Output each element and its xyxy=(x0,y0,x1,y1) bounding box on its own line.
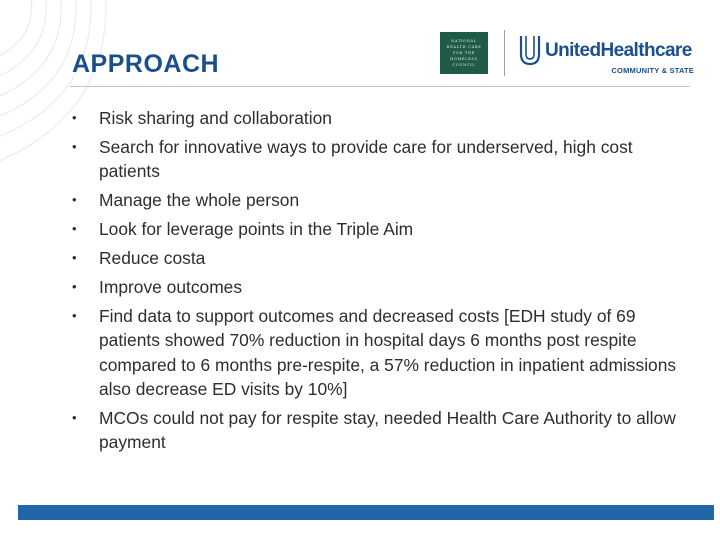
bullet-text: Look for leverage points in the Triple Aim xyxy=(99,219,414,240)
bullet-dot: • xyxy=(72,250,77,266)
ncf-logo xyxy=(440,32,488,74)
bullet-dot: • xyxy=(72,307,77,323)
bullet-item xyxy=(72,406,682,455)
ncf-logo-line: COUNCIL xyxy=(452,63,476,67)
bullet-dot: • xyxy=(72,409,77,425)
bullet-item xyxy=(72,135,682,184)
u-logo-icon xyxy=(518,34,542,68)
bullet-text: Find data to support outcomes and decreased costs [EDH study of 69 patients showed 70% reduction in hospital days 6 months post respite compared to 6 months pre-respite, a 57% reduction in inpatient admissions also decrease ED visits by 10%] xyxy=(99,305,677,400)
uhc-logo-text: UnitedHealthcare xyxy=(545,40,692,61)
bullet-text: Reduce costa xyxy=(99,248,206,269)
title-divider xyxy=(70,86,690,87)
logo-separator xyxy=(504,30,505,76)
bullet-dot: • xyxy=(72,138,77,154)
ncf-logo-line: HEALTH CARE xyxy=(446,45,482,49)
bullet-dot: • xyxy=(72,192,77,208)
bullet-item xyxy=(72,304,682,402)
bullet-item xyxy=(72,217,682,241)
bullet-dot: • xyxy=(72,110,77,125)
bullet-item xyxy=(72,106,682,130)
bullet-text: Manage the whole person xyxy=(99,190,300,211)
bullet-text: MCOs could not pay for respite stay, needed Health Care Authority to allow payment xyxy=(99,407,676,453)
bullet-text: Risk sharing and collaboration xyxy=(99,108,332,128)
bullet-item xyxy=(72,188,682,212)
ncf-logo-line: HOMELESS xyxy=(450,57,478,61)
bullet-dot: • xyxy=(72,278,77,294)
footer-bar xyxy=(18,505,714,520)
slide-title: APPROACH xyxy=(72,50,220,78)
bullet-text: Improve outcomes xyxy=(99,276,243,297)
uhc-logo-subtitle: COMMUNITY & STATE xyxy=(611,66,694,75)
bullet-item xyxy=(72,246,682,270)
ncf-logo-line: FOR THE xyxy=(452,51,476,55)
bullet-text: Search for innovative ways to provide care for underserved, high cost patients xyxy=(99,136,633,182)
bullet-item xyxy=(72,275,682,299)
ncf-logo-line: NATIONAL xyxy=(451,39,477,43)
bullet-dot: • xyxy=(72,221,77,237)
bullet-list xyxy=(72,106,682,459)
